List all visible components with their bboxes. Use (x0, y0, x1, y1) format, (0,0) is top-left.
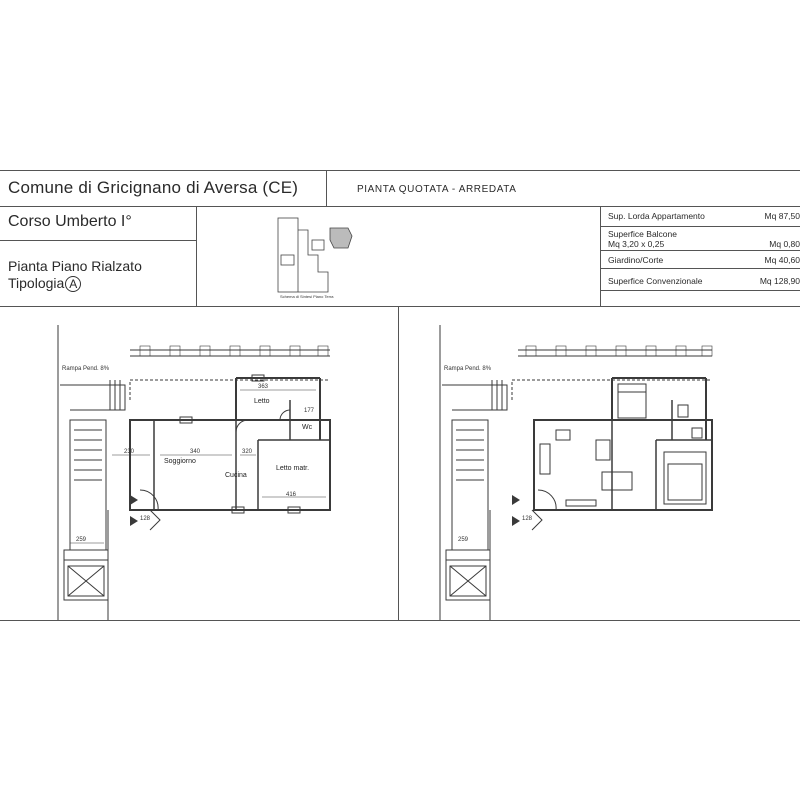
typology-value: A (65, 276, 81, 292)
surface-lorda-value: Mq 87,50 (764, 211, 800, 221)
left-room-letto-matr: Letto matr. (276, 465, 310, 472)
left-dim-363: 363 (258, 384, 269, 390)
right-dim-259: 259 (458, 537, 469, 543)
left-dim-128: 128 (140, 516, 151, 522)
left-room-wc: Wc (302, 424, 313, 431)
left-dim-320: 320 (242, 449, 253, 455)
surface-lorda-label: Sup. Lorda Appartamento (608, 211, 705, 221)
comune-title: Comune di Gricignano di Aversa (CE) (8, 178, 299, 197)
left-room-cucina: Cucina (225, 472, 247, 479)
surface-convenzionale-label: Superfice Convenzionale (608, 276, 703, 286)
left-room-soggiorno: Soggiorno (164, 458, 196, 465)
right-ramp-label: Rampa Pend. 8% (444, 366, 492, 372)
typology-label: Tipologia (8, 275, 65, 291)
left-dim-177: 177 (304, 408, 315, 414)
surface-convenzionale-value: Mq 128,90 (759, 276, 800, 286)
street-name: Corso Umberto I° (8, 213, 132, 230)
surface-giardino-label: Giardino/Corte (608, 255, 664, 265)
floor-name: Pianta Piano Rialzato (8, 258, 142, 274)
left-dim-416: 416 (286, 492, 297, 498)
doc-type-label: PIANTA QUOTATA - ARREDATA (357, 184, 517, 195)
surface-balcone-dims: Mq 3,20 x 0,25 (608, 239, 665, 249)
left-dim-340: 340 (190, 449, 201, 455)
right-dim-128: 128 (522, 516, 533, 522)
keyplan-caption: Schema di Sintesi Piano Terra (280, 294, 334, 299)
surface-balcone-label: Superfice Balcone (608, 229, 677, 239)
left-ramp-label: Rampa Pend. 8% (62, 366, 110, 372)
left-dim-230: 230 (124, 449, 135, 455)
surface-giardino-value: Mq 40,60 (764, 255, 800, 265)
left-dim-259: 259 (76, 537, 87, 543)
surface-balcone-value: Mq 0,80 (769, 239, 800, 249)
left-room-letto: Letto (254, 398, 270, 405)
